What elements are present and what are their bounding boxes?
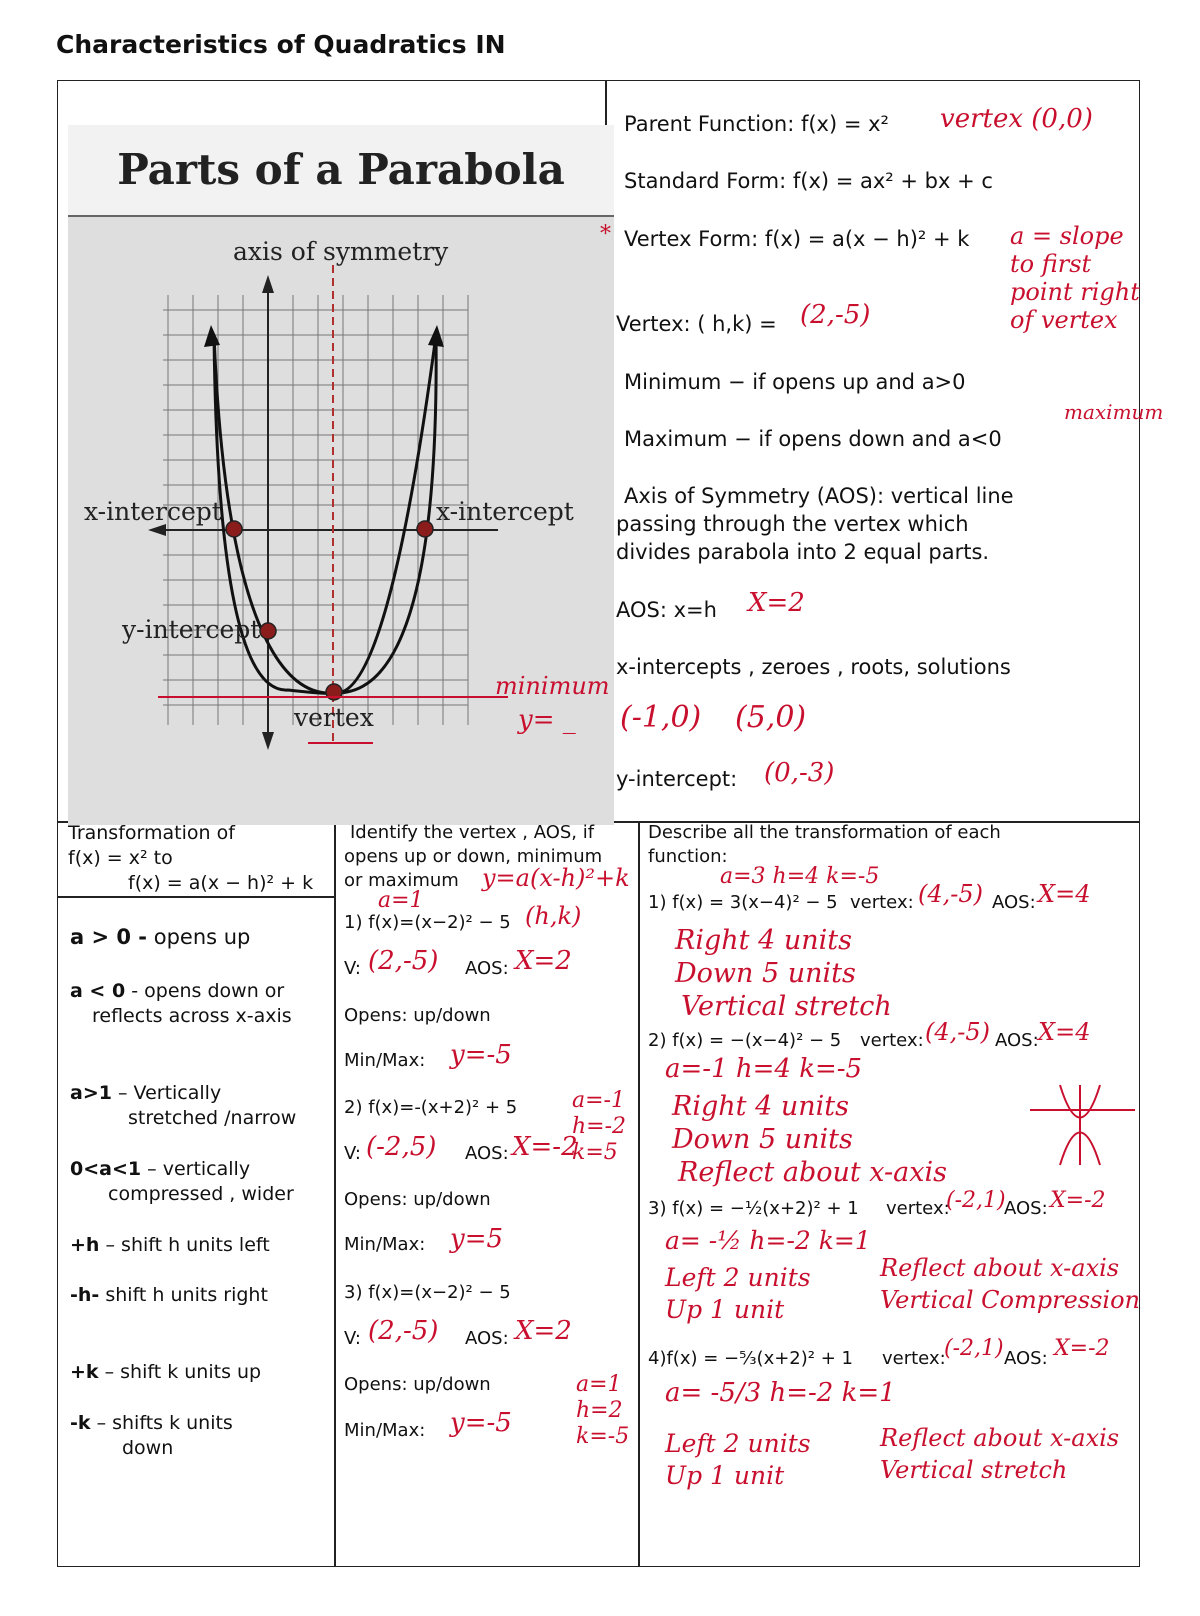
hw-y-int-value: (0,-3) <box>764 758 835 788</box>
col1-header-2: f(x) = x² to <box>68 847 173 869</box>
p1-opens: Opens: up/down <box>344 1005 491 1026</box>
hw-parent-vertex: vertex (0,0) <box>940 104 1093 134</box>
maximum-rule: Maximum − if opens down and a<0 <box>624 427 1002 451</box>
c3p2-aos-value: X=4 <box>1038 1018 1091 1046</box>
aos-def-2: passing through the vertex which <box>616 512 969 536</box>
p2-minmax-label: Min/Max: <box>344 1234 426 1255</box>
rule-minus-k: -k – shifts k units <box>70 1412 233 1434</box>
rule-minus-h: -h- shift h units right <box>70 1284 268 1306</box>
c3p4-vertex-value: (-2,1) <box>944 1336 1004 1361</box>
p3-v-label: V: <box>344 1328 361 1349</box>
c3p2-function: 2) f(x) = −(x−4)² − 5 <box>648 1030 842 1051</box>
rule-minus-k-2: down <box>122 1437 174 1459</box>
c3p3-notes-left: Left 2 units Up 1 unit <box>665 1263 811 1324</box>
hw-x-int-1: (-1,0) <box>620 700 702 735</box>
rule-a-between: 0<a<1 – vertically <box>70 1158 251 1180</box>
col1-header-1: Transformation of <box>68 822 235 844</box>
c3p2-hw-vals: a=-1 h=4 k=-5 <box>665 1054 863 1084</box>
intercepts-label: x-intercepts , zeroes , roots, solutions <box>616 655 1011 679</box>
y-intercept-text: y-intercept: <box>616 767 738 791</box>
photo-title: Parts of a Parabola <box>117 145 565 194</box>
c3p4-vertex-label: vertex: <box>882 1348 946 1369</box>
c3p4-hw-vals: a= -5/3 h=-2 k=1 <box>665 1378 896 1408</box>
c3p1-hw-top: a=3 h=4 k=-5 <box>720 864 880 889</box>
hw-x-int-2: (5,0) <box>735 700 807 735</box>
reflect-sketch <box>1025 1080 1140 1170</box>
y-intercept-label: y-intercept <box>122 615 261 644</box>
p1-aos-label: AOS: <box>465 958 509 979</box>
p3-minmax-value: y=-5 <box>450 1408 512 1438</box>
c3p2-vertex-value: (4,-5) <box>925 1018 991 1046</box>
vertex-hk-label: Vertex: ( h,k) = <box>616 312 777 336</box>
c3p1-vertex-value: (4,-5) <box>918 880 984 908</box>
c3p4-function: 4)f(x) = −⁵⁄₃(x+2)² + 1 <box>648 1348 853 1369</box>
p1-aos-value: X=2 <box>515 946 572 976</box>
rule-a-negative-2: reflects across x-axis <box>92 1005 292 1027</box>
p2-opens: Opens: up/down <box>344 1189 491 1210</box>
c3p3-aos-label: AOS: <box>1004 1198 1048 1219</box>
star-mark: * <box>600 222 611 247</box>
hw-aos-value: X=2 <box>748 588 805 618</box>
c3p3-vertex-value: (-2,1) <box>946 1188 1006 1213</box>
c3p4-notes-left: Left 2 units Up 1 unit <box>665 1429 811 1490</box>
c3p3-notes-right: Reflect about x-axis Vertical Compression <box>880 1254 1141 1314</box>
aos-def-1: Axis of Symmetry (AOS): vertical line <box>624 484 1014 508</box>
p3-side-values: a=1 h=2 k=-5 <box>576 1372 630 1449</box>
p3-v-value: (2,-5) <box>368 1316 439 1346</box>
c3p2-notes: Right 4 units Down 5 units Reflect about x-axis <box>672 1091 947 1188</box>
minimum-rule: Minimum − if opens up and a>0 <box>624 370 966 394</box>
rule-a-negative: a < 0 - opens down or <box>70 980 285 1002</box>
c3p1-vertex-label: vertex: <box>850 892 914 913</box>
col2-header-3: or maximum <box>344 870 459 891</box>
c3p3-aos-value: X=-2 <box>1050 1188 1106 1213</box>
col1-header-3: f(x) = a(x − h)² + k <box>128 872 314 894</box>
c3p2-aos-label: AOS: <box>995 1030 1039 1051</box>
p1-function: 1) f(x)=(x−2)² − 5 <box>344 912 511 933</box>
col2-header-2: opens up or down, minimum <box>344 846 603 867</box>
aos-label: AOS: x=h <box>616 598 717 622</box>
c3p1-function: 1) f(x) = 3(x−4)² − 5 <box>648 892 838 913</box>
hw-y-blank: y= _ <box>518 705 576 735</box>
rule-a-gt-1-2: stretched /narrow <box>128 1107 297 1129</box>
p1-v-value: (2,-5) <box>368 946 439 976</box>
p3-function: 3) f(x)=(x−2)² − 5 <box>344 1282 511 1303</box>
hw-maximum: maximum <box>1064 400 1164 424</box>
p2-v-label: V: <box>344 1143 361 1164</box>
hw-formula: y=a(x-h)²+k <box>482 864 630 892</box>
p2-v-value: (-2,5) <box>366 1132 437 1162</box>
parent-function: Parent Function: f(x) = x² <box>624 112 889 136</box>
col3-header-2: function: <box>648 846 728 867</box>
c3p2-vertex-label: vertex: <box>860 1030 924 1051</box>
p1-minmax-label: Min/Max: <box>344 1050 426 1071</box>
p2-function: 2) f(x)=-(x+2)² + 5 <box>344 1097 518 1118</box>
rule-a-positive: a > 0 - opens up <box>70 925 251 949</box>
axis-of-symmetry-label: axis of symmetry <box>233 237 449 266</box>
p3-opens: Opens: up/down <box>344 1374 491 1395</box>
c3p3-hw-vals: a= -½ h=-2 k=1 <box>665 1226 871 1255</box>
hw-a-note: a = slope to first point right of vertex <box>1010 222 1140 334</box>
col3-header-1: Describe all the transformation of each <box>648 822 1001 843</box>
x-intercept-left-label: x-intercept <box>84 497 222 526</box>
p3-aos-label: AOS: <box>465 1328 509 1349</box>
c3p1-aos-label: AOS: <box>992 892 1036 913</box>
hw-a-equals-1: a=1 <box>378 888 424 913</box>
rule-a-gt-1: a>1 – Vertically <box>70 1082 222 1104</box>
aos-def-3: divides parabola into 2 equal parts. <box>616 540 990 564</box>
c3p1-notes: Right 4 units Down 5 units Vertical stretch <box>675 925 892 1022</box>
vertex-label: vertex <box>294 703 374 732</box>
p3-aos-value: X=2 <box>515 1316 572 1346</box>
hw-minimum: minimum <box>495 672 610 700</box>
c3p3-vertex-label: vertex: <box>886 1198 950 1219</box>
standard-form: Standard Form: f(x) = ax² + bx + c <box>624 169 993 193</box>
c3p4-notes-right: Reflect about x-axis Vertical stretch <box>880 1424 1120 1484</box>
p2-aos-label: AOS: <box>465 1143 509 1164</box>
col2-header-1: Identify the vertex , AOS, if <box>350 822 595 843</box>
rule-a-between-2: compressed , wider <box>108 1183 294 1205</box>
c3p4-aos-value: X=-2 <box>1054 1336 1110 1361</box>
hw-hk: (h,k) <box>525 902 582 930</box>
p3-minmax-label: Min/Max: <box>344 1420 426 1441</box>
c3p4-aos-label: AOS: <box>1004 1348 1048 1369</box>
hw-vertex-value: (2,-5) <box>800 300 871 330</box>
c3p1-aos-value: X=4 <box>1038 880 1091 908</box>
page-title: Characteristics of Quadratics IN <box>56 30 506 59</box>
c3p3-function: 3) f(x) = −½(x+2)² + 1 <box>648 1198 859 1219</box>
x-intercept-right-label: x-intercept <box>436 497 574 526</box>
rule-plus-k: +k – shift k units up <box>70 1361 262 1383</box>
p1-minmax-value: y=-5 <box>450 1040 512 1070</box>
p2-aos-value: X=-2 <box>512 1132 578 1162</box>
p2-side-values: a=-1 h=-2 k=5 <box>572 1088 627 1165</box>
p2-minmax-value: y=5 <box>450 1224 504 1254</box>
p1-v-label: V: <box>344 958 361 979</box>
rule-plus-h: +h – shift h units left <box>70 1234 270 1256</box>
vertex-form: Vertex Form: f(x) = a(x − h)² + k <box>624 227 970 251</box>
